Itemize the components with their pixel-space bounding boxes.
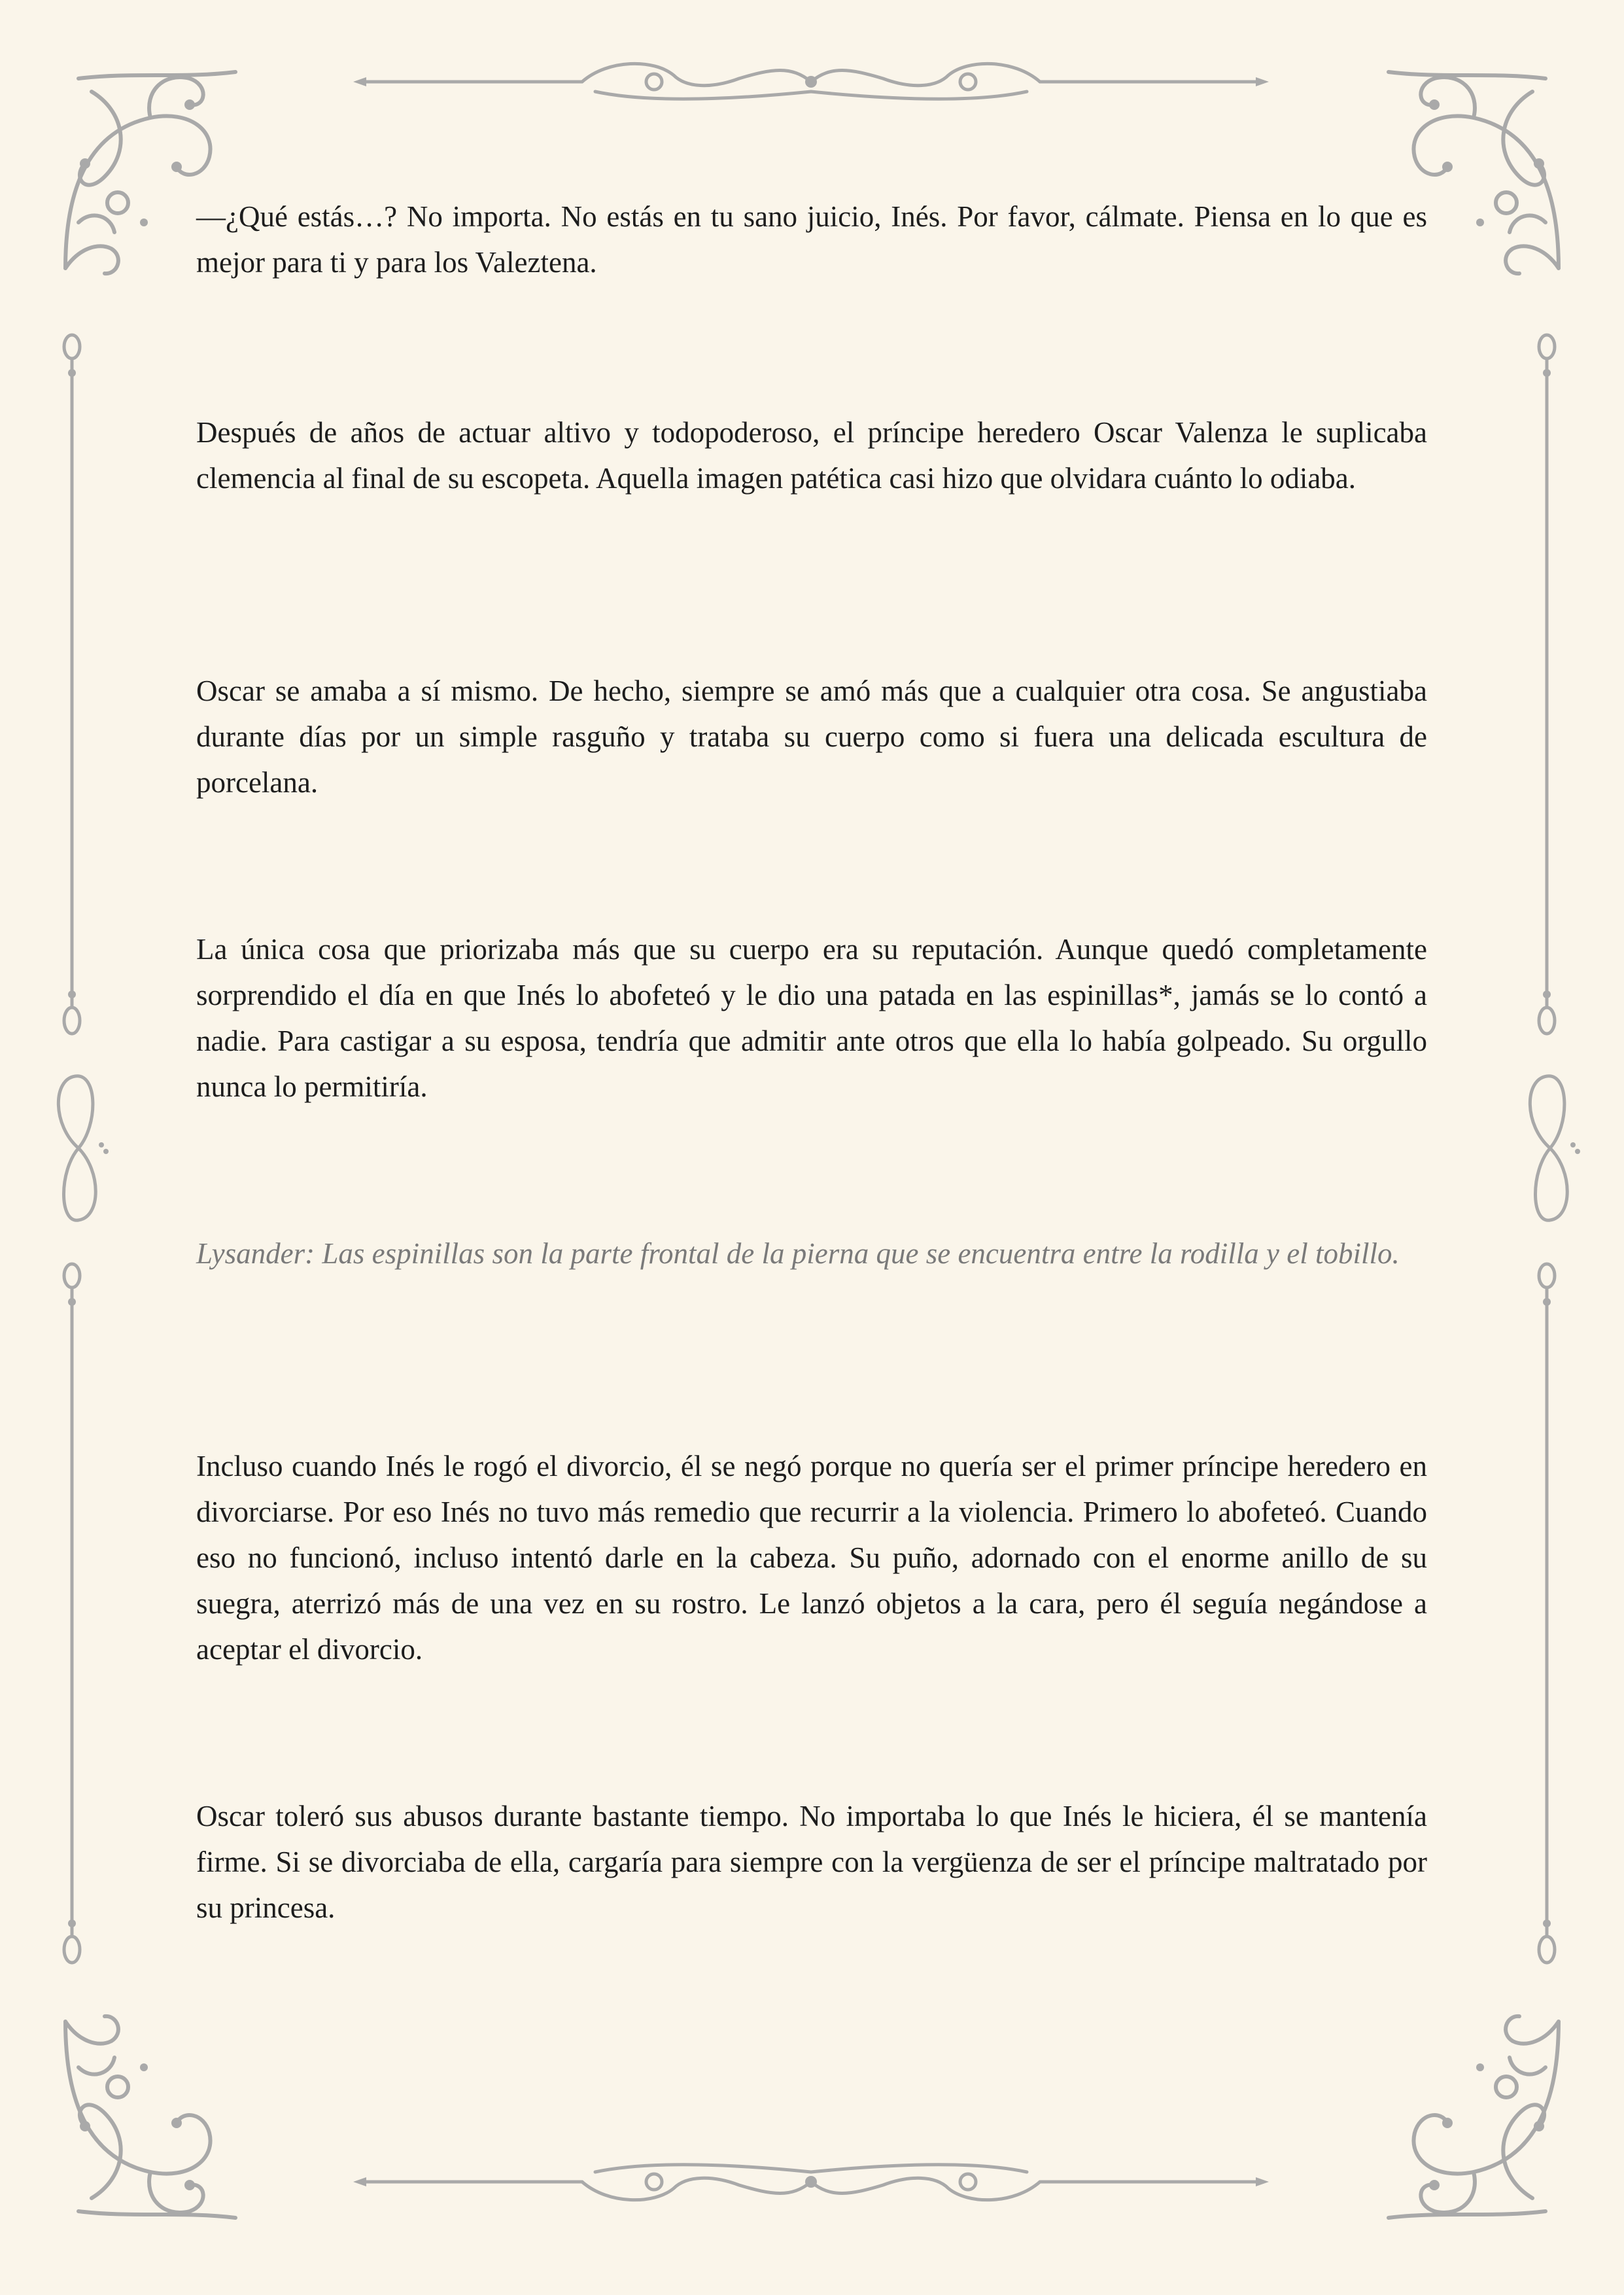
paragraph-reputation: La única cosa que priorizaba más que su cuerpo era su reputación. Aunque quedó completamente sorprendido el día en que Inés lo abofeteó y le dio una patada en las espinillas*, jamás se lo contó a nadie. Para castigar a su esposa, tendría que admitir ante otros que ella lo había golpeado. Su orgullo nunca lo permitiría. [196, 933, 1427, 1103]
paragraph-oscar-vanity: Oscar se amaba a sí mismo. De hecho, siempre se amó más que a cualquier otra cosa. Se angustiaba durante días por un simple rasguño y trataba su cuerpo como si fuera una delicada escultura de porcelana. [196, 674, 1427, 799]
paragraph-prince-pleading: Después de años de actuar altivo y todopoderoso, el príncipe heredero Oscar Valenza le suplicaba clemencia al final de su escopeta. Aquella imagen patética casi hizo que olvidara cuánto lo odiaba. [196, 416, 1427, 495]
flourish-corner-bottom-right-icon [1375, 2002, 1572, 2237]
infinity-loop-left-icon [46, 1066, 111, 1230]
vertical-rod-left-upper-icon [59, 327, 85, 1040]
flourish-corner-bottom-left-icon [52, 2002, 249, 2237]
paragraph-divorce-violence: Incluso cuando Inés le rogó el divorcio, él se negó porque no quería ser el primer príncipe heredero en divorciarse. Por eso Inés no tuvo más remedio que recurrir a la violencia. Primero lo abofeteó. Cuando eso no funcionó, incluso intentó darle en la cabeza. Su puño, adornado con el enorme anillo de su suegra, aterrizó más de una vez en su rostro. Le lanzó objetos a la cara, pero él seguía negándose a aceptar el divorcio. [196, 1450, 1427, 1666]
scroll-divider-bottom-icon [347, 2152, 1275, 2211]
paragraph-oscar-tolerance: Oscar toleró sus abusos durante bastante tiempo. No importaba lo que Inés le hiciera, él se mantenía firme. Si se divorciaba de ella, cargaría para siempre con la vergüenza de ser el príncipe maltratado por su princesa. [196, 1800, 1427, 1924]
paragraph-dialogue: —¿Qué estás…? No importa. No estás en tu sano juicio, Inés. Por favor, cálmate. Piensa en lo que es mejor para ti y para los Valeztena. [196, 200, 1427, 279]
vertical-rod-left-lower-icon [59, 1256, 85, 1969]
infinity-loop-right-icon [1517, 1066, 1583, 1230]
scroll-divider-top-icon [347, 52, 1275, 111]
vertical-rod-right-upper-icon [1534, 327, 1560, 1040]
translator-note: Lysander: Las espinillas son la parte frontal de la pierna que se encuentra entre la rodilla y el tobillo. [196, 1237, 1400, 1270]
vertical-rod-right-lower-icon [1534, 1256, 1560, 1969]
